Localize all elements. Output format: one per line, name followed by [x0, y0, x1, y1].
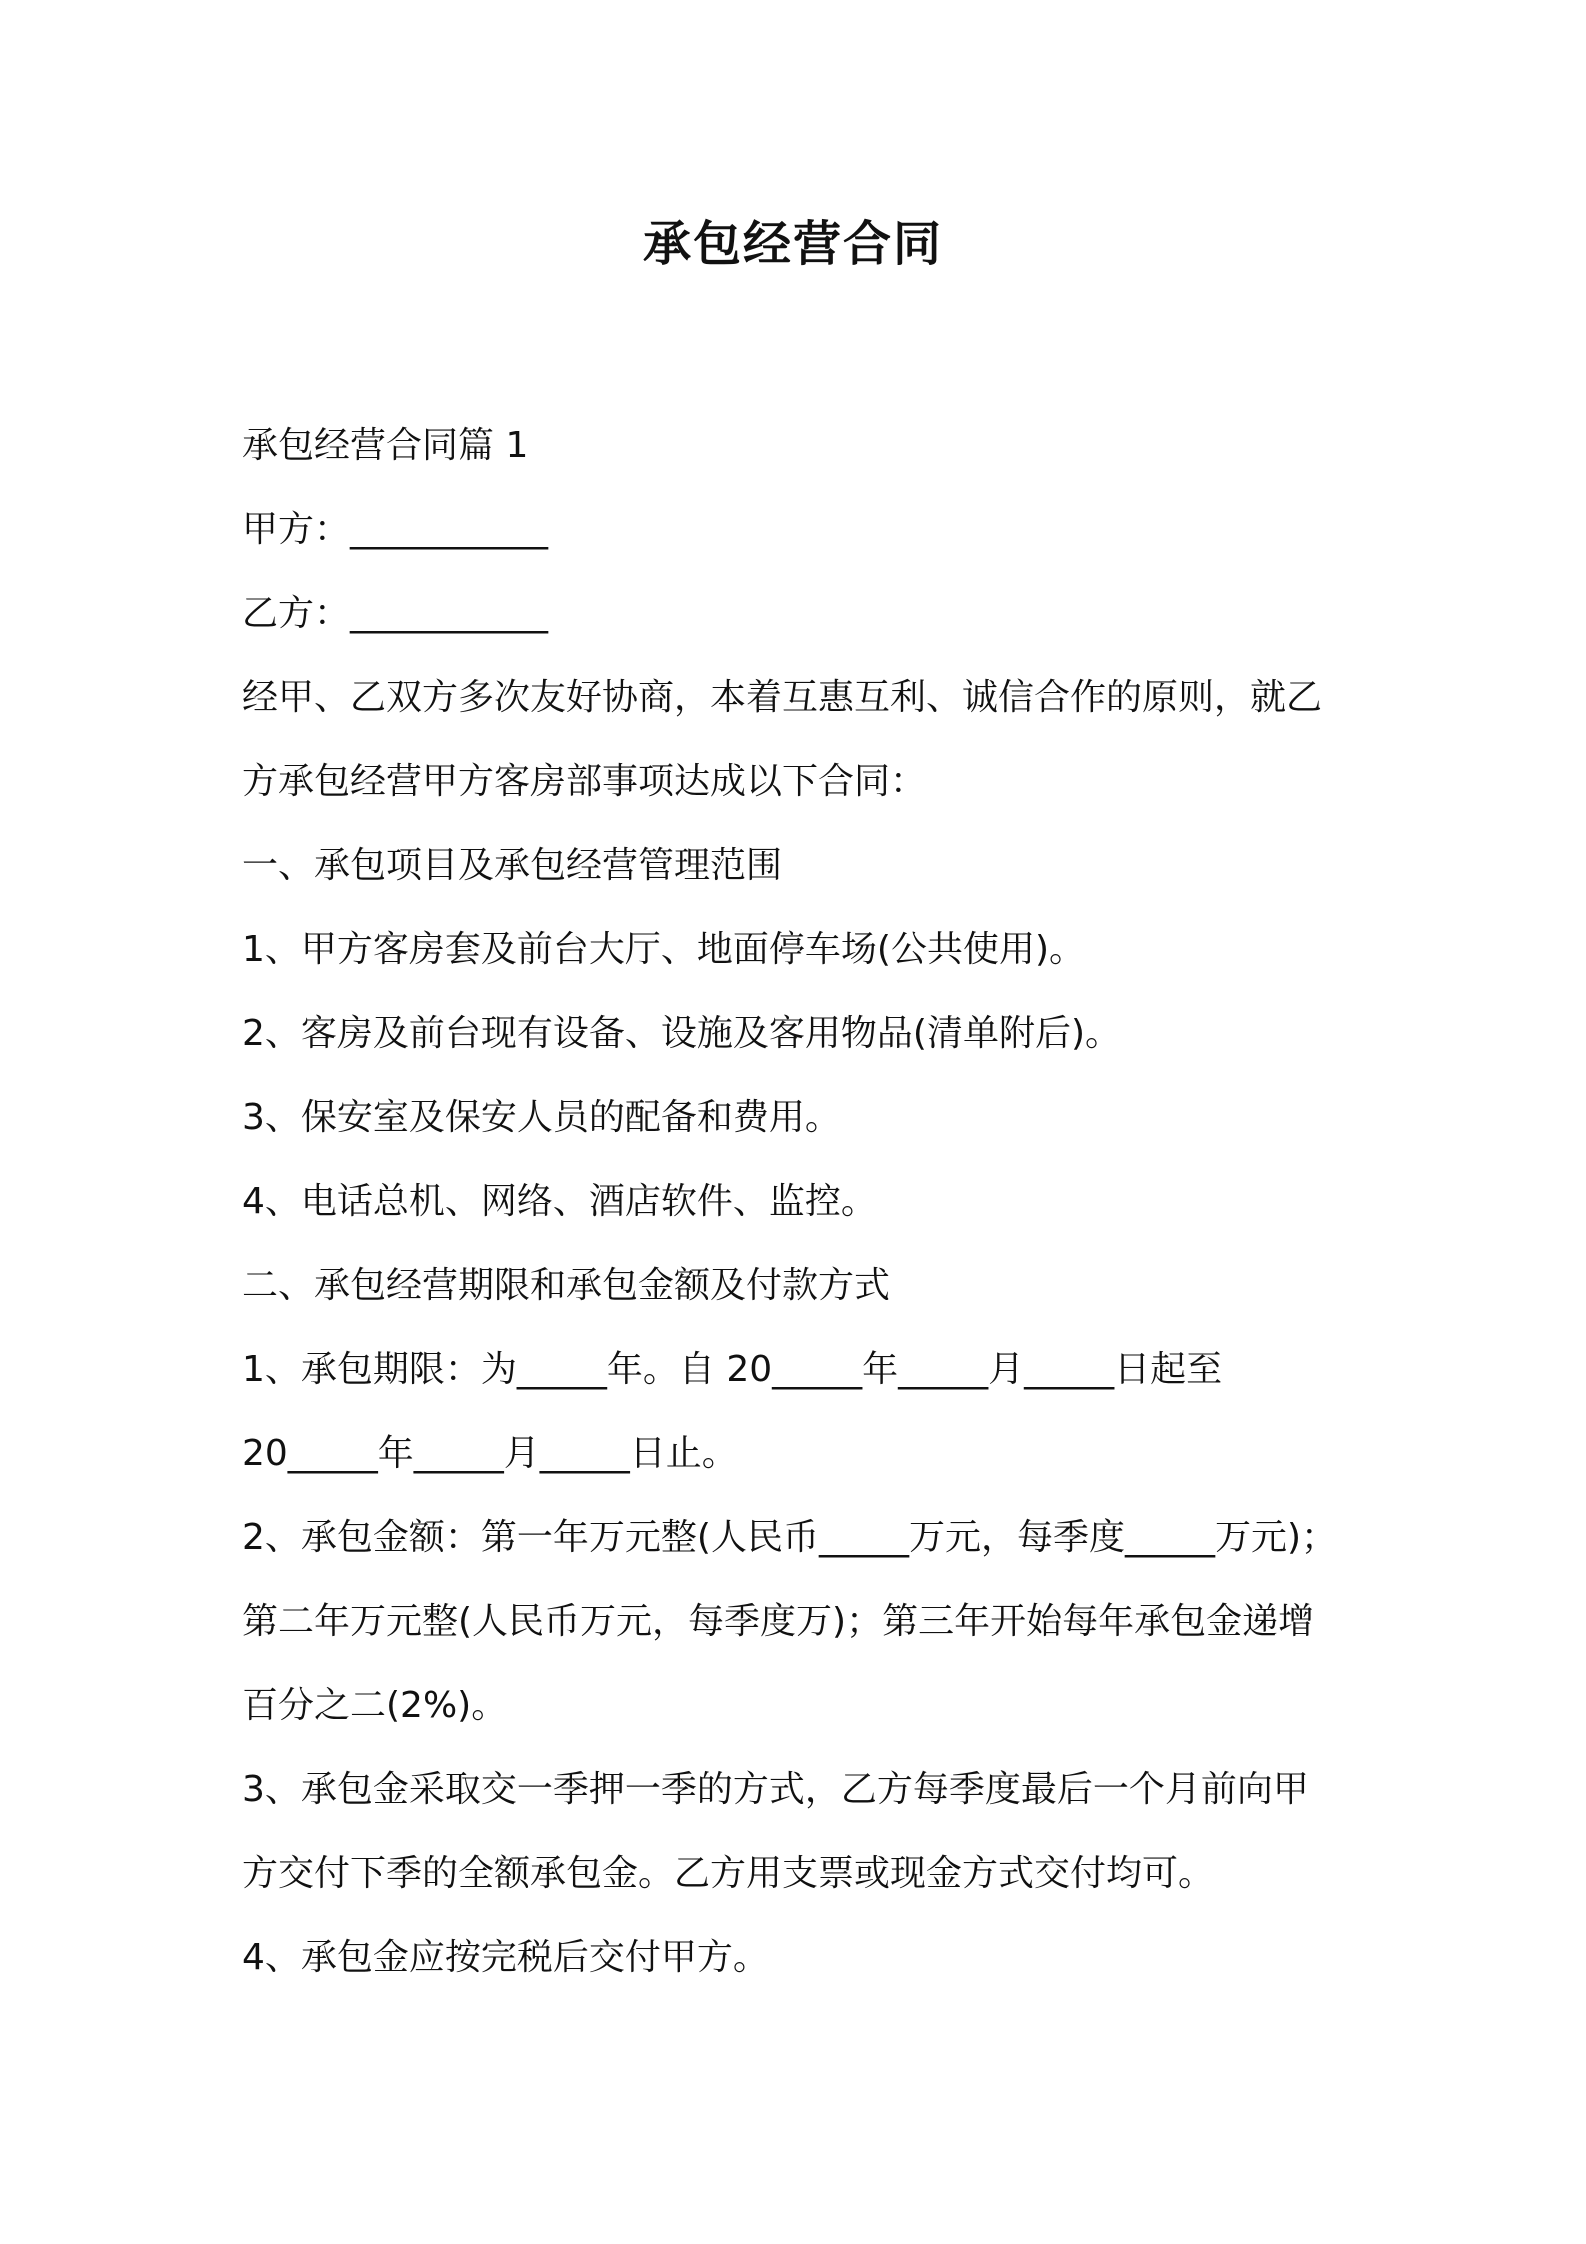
clause-item: 1、承包期限：为_____年。自 20_____年_____月_____日起至: [242, 1349, 1223, 1390]
intro-paragraph-line-1: 经甲、乙双方多次友好协商，本着互惠互利、诚信合作的原则，就乙: [242, 677, 1323, 718]
clause-item: 1、甲方客房套及前台大厅、地面停车场(公共使用)。: [242, 929, 1085, 970]
clause-item: 4、电话总机、网络、酒店软件、监控。: [242, 1181, 877, 1222]
clause-item: 2、承包金额：第一年万元整(人民币_____万元，每季度_____万元)；: [242, 1517, 1337, 1558]
intro-paragraph-line-2: 方承包经营甲方客房部事项达成以下合同：: [242, 761, 927, 802]
party-b-line: 乙方：___________: [242, 593, 549, 634]
clause-heading-2: 二、承包经营期限和承包金额及付款方式: [242, 1265, 891, 1306]
clause-item-continued: 方交付下季的全额承包金。乙方用支票或现金方式交付均可。: [242, 1853, 1215, 1894]
clause-item-continued: 百分之二(2%)。: [242, 1685, 508, 1726]
document-body: [242, 404, 1362, 2000]
document-title: 承包经营合同: [642, 216, 943, 272]
clause-item: 3、承包金采取交一季押一季的方式，乙方每季度最后一个月前向甲: [242, 1769, 1309, 1810]
clause-item: 2、客房及前台现有设备、设施及客用物品(清单附后)。: [242, 1013, 1121, 1054]
clause-item: 4、承包金应按完税后交付甲方。: [242, 1937, 769, 1978]
clause-heading-1: 一、承包项目及承包经营管理范围: [242, 845, 783, 886]
clause-item: 3、保安室及保安人员的配备和费用。: [242, 1097, 841, 1138]
clause-item-continued: 20_____年_____月_____日止。: [242, 1433, 738, 1474]
party-a-line: 甲方：___________: [242, 509, 549, 550]
section-heading: 承包经营合同篇 1: [242, 425, 529, 466]
clause-item-continued: 第二年万元整(人民币万元，每季度万)；第三年开始每年承包金递增: [242, 1601, 1315, 1642]
